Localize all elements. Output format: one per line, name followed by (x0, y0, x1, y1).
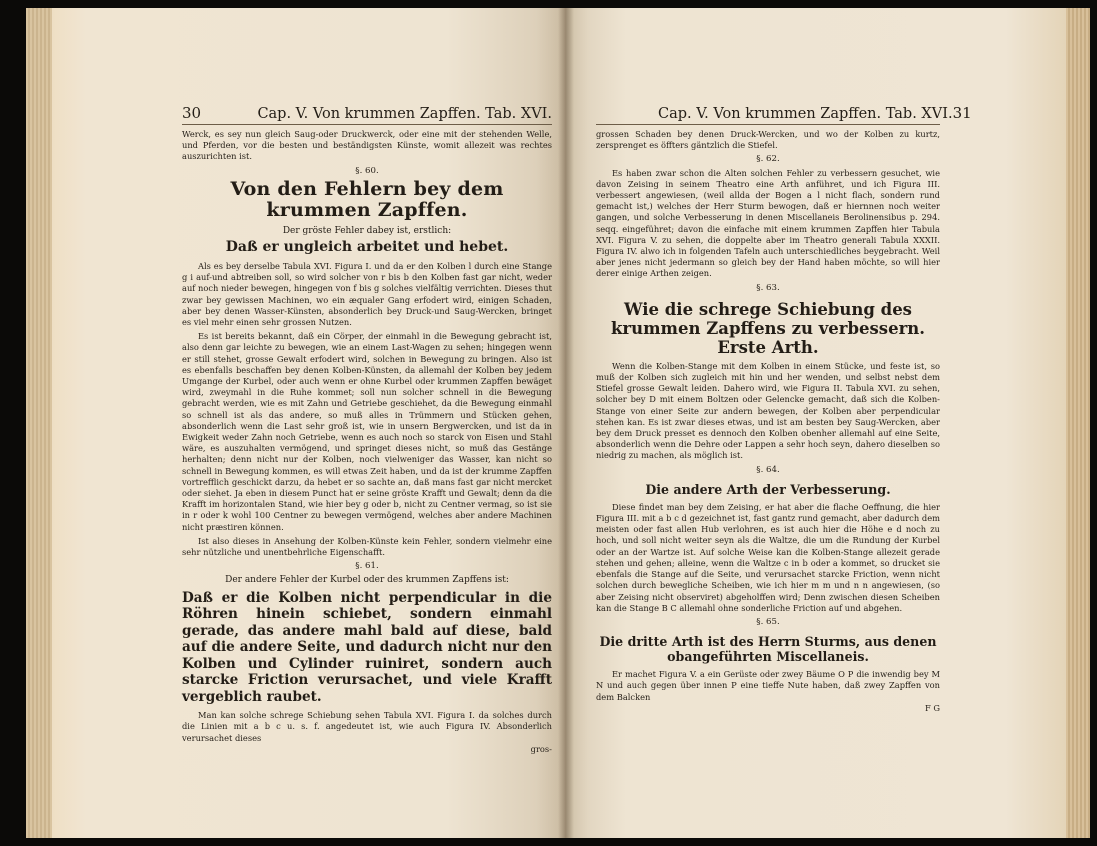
section-65-heading: Die dritte Arth ist des Herrn Sturms, aus denen obangeführten Miscellaneis. (599, 634, 937, 665)
left-continuation: Werck, es sey nun gleich Saug-oder Druckwerck, oder eine mit der stehenden Welle, und Pferden, vor die besten und beständigsten Künste, womit allezeit was rechtes auszurichten ist. (182, 129, 552, 162)
right-paragraph-3: Diese findet man bey dem Zeising, er hat aber die flache Oeffnung, die hier Figura III. mit a b c d gezeichnet ist, fast gantz rund gemacht, aber dadurch dem meisten oder fast allen Hub verlohren, es ist auch hier die Höhe e d noch zu hoch, und soll nicht weiter seyn als die Waltze, die um die Rundung der Kurbel oder an der Wartze ist. Auf solche Weise kan die Kolben-Stange allezeit gerade stehen und gehen; alleine, wenn die Waltze c in b oder a kommet, so drucket sie ebenfals die Stange auf die Seite, und verursachet starcke Friction, wenn nicht solchen durch bewegliche Scheiben, wie ich hier m m und n n angewiesen, (so aber Zeising nicht observiret) abgeholffen wird; Denn zwischen diesen Scheiben kan die Stange B C allemahl ohne sonderliche Friction auf und abgehen. (596, 501, 940, 613)
left-page (26, 8, 566, 838)
right-paragraph-2: Wenn die Kolben-Stange mit dem Kolben in einem Stücke, und feste ist, so muß der Kolben sich zugleich mit hin und her wenden, und selbst nebst dem Stiefel grosse Gewalt leiden. Dahero wird, wie Figura II. Tabula XVI. zu sehen, solcher bey D mit einem Boltzen oder Gelencke gemacht, daß sich die Kolben-Stange von einer Seite zur andern bewegen, der Kolben aber perpendicular stehen kan. Es ist zwar dieses etwas, und ist am besten bey Saug-Wercken, aber bey dem Druck presset es dennoch den Kolben obenher allemahl auf eine Seite, absonderlich wenn die Dehre oder Lappen a sehr hoch seyn, dahero dieselben so niedrig zu machen, als möglich ist. (596, 360, 940, 461)
section-61-heading: Daß er die Kolben nicht perpendicular in die Röhren hinein schiebet, sondern einmahl gerade, das andere mahl bald auf diese, bald auf die andere Seite, und dadurch nicht nur den Kolben und Cylinder ruiniret, sondern auch starcke Friction verursachet, und viele Krafft vergeblich raubet. (182, 589, 552, 705)
right-header-title: Cap. V. Von krummen Zapffen. Tab. XVI. (658, 106, 953, 122)
section-61-intro: Der andere Fehler der Kurbel oder des krummen Zapffens ist: (225, 574, 509, 585)
left-page-edges (26, 8, 52, 838)
left-page-number: 30 (182, 104, 202, 122)
section-60-intro: Der gröste Fehler dabey ist, erstlich: (282, 225, 452, 236)
left-body (182, 129, 552, 755)
section-63-number: §. 63. (756, 282, 780, 293)
left-paragraph-1: Als es bey derselbe Tabula XVI. Figura I. und da er den Kolben l durch eine Stange g i auf-und abtreiben soll, so wird solcher von r bis b den Kolben fast gar nicht, weder auf noch nieder bewegen, hingegen von f bis g solches vielfältig verrichten. Dieses thut zwar bey gewissen Machinen, wo ein æqualer Gang erfodert wird, einigen Schaden, aber bey denen Wasser-Künsten, absonderlich bey Druck-und Saug-Wercken, bringet es viel mehr einen sehr grossen Nutzen. (182, 261, 552, 328)
section-60-number: §. 60. (355, 165, 379, 176)
section-60-subheading: Daß er ungleich arbeitet und hebet. (225, 239, 509, 256)
right-body (596, 129, 940, 714)
section-61-number: §. 61. (355, 561, 379, 572)
open-book (26, 8, 1090, 838)
section-62-number: §. 62. (756, 154, 780, 165)
section-63-heading: Wie die schrege Schiebung des krummen Zapffens zu verbessern. Erste Arth. (610, 299, 926, 357)
section-60-heading: Von den Fehlern bey dem krummen Zapffen. (230, 177, 504, 221)
left-paragraph-3: Ist also dieses in Ansehung der Kolben-Künste kein Fehler, sondern vielmehr eine sehr nützliche und unentbehrliche Eigenschafft. (182, 535, 552, 558)
left-paragraph-2: Es ist bereits bekannt, daß ein Cörper, der einmahl in die Bewegung gebracht ist, also denn gar leichte zu bewegen, wie an einem Last-Wagen zu sehen; hingegen wenn er still stehet, grosse Gewalt erfodert wird, solchen in Bewegung zu bringen. Also ist es ebenfalls beschaffen bey denen Kolben-Künsten, da allemahl der Kolben bey jedem Umgange der Kurbel, oder auch wenn er ohne Kurbel oder krummen Zapffen bewäget wird, zweymahl in die Ruhe kommet; soll nun solcher schnell in die Bewegung gebracht werden, wie es mit Zahn und Getriebe geschiehet, da die Bewegung einmahl so schnell ist als das andere, so muß alles in Trümmern und Stücken gehen, absonderlich wenn die Last sehr groß ist, wie in unsern Bergwercken, und ist da in Ewigkeit weder Zahn noch Getriebe, wenn es auch noch so starck von Eisen und Stahl wäre, es auszuhalten vermögend, und springet dieses nicht, so muß das Gestänge herhalten; denn nicht nur der Kolben, noch vielweniger das Wasser, kan nicht so schnell in Bewegung kommen, es will etwas Zeit haben, und da ist der krumme Zapffen vortrefflich geschickt darzu, da hebet er so sachte an, daß mans fast gar nicht mercket oder siehet. Ja eben in diesem Punct hat er seine gröste Krafft und Gewalt; denn da die Krafft im horizontalen Stand, wie hier bey g oder b, nicht zu Centner vermag, so ist sie in r oder k wohl 100 Centner zu bewegen vermögend, welches aber andere Machinen nicht præstiren können. (182, 331, 552, 532)
right-page-edges (1066, 8, 1090, 838)
right-continuation: grossen Schaden bey denen Druck-Wercken, und wo der Kolben zu kurtz, zersprenget es öffters gäntzlich die Stiefel. (596, 129, 940, 151)
right-paragraph-1: Es haben zwar schon die Alten solchen Fehler zu verbessern gesuchet, wie davon Zeising in seinem Theatro eine Arth anführet, und ich Figura III. verbessert angewiesen, (weil allda der Bogen a l nicht flach, sondern rund gemacht ist,) welches der Herr Sturm bewogen, daß er hiernnen noch weiter gangen, und solche Verbesserung in denen Miscellaneis Berolinensibus p. 294. seqq. eingeführet; davon die einfache mit einem krummen Zapffen hier Tabula XVI. Figura V. zu sehen, die doppelte aber im Theatro generali Tabula XXXII. Figura IV. alwo ich in folgenden Tafeln auch unterschiedliches beygebracht. Weil aber jenes nicht jedermann so gleich bey der Hand haben möchte, so will hier derer einige Arthen zeigen. (596, 167, 940, 279)
section-65-number: §. 65. (756, 616, 780, 627)
right-paragraph-4: Er machet Figura V. a ein Gerüste oder zwey Bäume O P die inwendig bey M N und auch gegen über innen P eine tieffe Nute haben, daß zwey Zapffen von dem Balcken (596, 669, 940, 702)
book-gutter (558, 8, 574, 838)
right-catchword: F G (924, 702, 940, 713)
section-64-heading: Die andere Arth der Verbesserung. (645, 481, 891, 497)
left-running-head (182, 104, 552, 125)
section-64-number: §. 64. (756, 464, 780, 475)
right-page-number: 31 (952, 104, 972, 122)
left-catchword: gros- (530, 743, 552, 754)
left-header-title: Cap. V. Von krummen Zapffen. Tab. XVI. (257, 106, 552, 122)
left-paragraph-4: Man kan solche schrege Schiebung sehen Tabula XVI. Figura I. da solches durch die Linien mit a b c u. s. f. angedeutet ist, wie auch Figura IV. Absonderlich verursachet dieses (182, 710, 552, 743)
right-page (566, 8, 1090, 838)
right-running-head (596, 104, 972, 125)
